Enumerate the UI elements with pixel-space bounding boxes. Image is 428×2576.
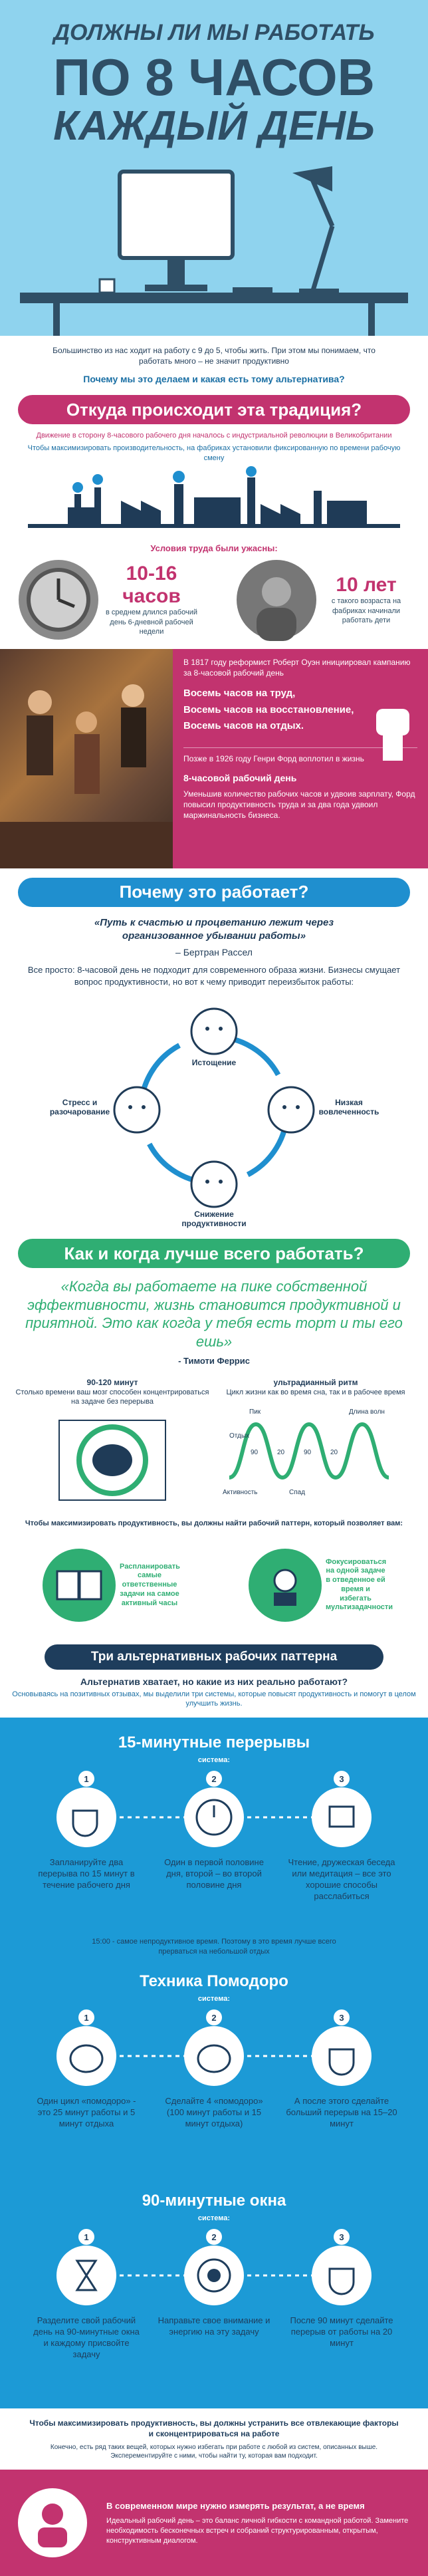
tomato-timer-icon-2 <box>184 2026 244 2086</box>
focus-title: 90-120 минут <box>86 1378 138 1388</box>
age-block <box>237 560 409 640</box>
footer-text-block <box>106 2500 415 2545</box>
drop-face-icon <box>191 1162 237 1207</box>
footer-banner <box>0 2470 428 2576</box>
book-read-icon <box>312 1787 372 1847</box>
pattern-line: Чтобы максимизировать продуктивность, вы должны найти рабочий паттерн, который позволяет вам: <box>25 1519 403 1527</box>
intro-block <box>0 336 428 386</box>
pattern-icons-row <box>0 1535 428 1635</box>
bottom-conclusion: Чтобы максимизировать продуктивность, вы должны устранить все отвлекающие факторы и сконцентрироваться на работе <box>29 2418 399 2439</box>
hours-value: 10-16 часов <box>122 563 181 608</box>
cycle-exhaust: Истощение <box>191 1058 237 1068</box>
age-value: 10 лет <box>336 574 397 596</box>
footer-text: Идеальный рабочий день – это баланс личной гибкости с командной работой. Замените необходимость бесконечных встреч и собраний структурированным, открытым, конструктивным диалогом. <box>106 2516 409 2545</box>
pomodoro-step-1: Один цикл «помодоро» - это 25 минут работы и 5 минут отдыха <box>37 2096 136 2128</box>
tomato-timer-icon <box>56 2026 116 2086</box>
wave-decline-label: Спад <box>289 1489 306 1497</box>
coffee-cup-icon <box>56 1787 116 1847</box>
cycle-low-engagement: Низкая вовлеченность <box>318 1098 379 1117</box>
owen-quote-3: Восемь часов на отдых. <box>183 720 304 732</box>
cycle-productivity-drop: Снижение продуктивности <box>181 1210 247 1229</box>
desk-top <box>20 293 408 303</box>
wave-20a: 20 <box>277 1449 285 1457</box>
windows-title: 90-минутные окна <box>142 2192 286 2210</box>
breaks-title: 15-минутные перерывы <box>118 1734 310 1752</box>
breaks-step-1: Запланируйте два перерыва по 15 минут в течение рабочего дня <box>38 1857 135 1890</box>
factory-illustration <box>28 467 400 541</box>
owen-text-panel <box>173 649 428 868</box>
tradition-title: Откуда происходит эта традиция? <box>18 395 410 424</box>
plan-text: Распланировать самые ответственные задачи на самое активный часы <box>120 1562 180 1607</box>
coffee-cup-icon-2 <box>312 2026 372 2086</box>
hero-line-3: КАЖДЫЙ ДЕНЬ <box>53 103 375 149</box>
ultradian-text: Цикл жизни как во время сна, так и в рабочее время <box>226 1388 405 1397</box>
age-text: с такого возраста на фабриках начинали работать дети <box>331 597 401 624</box>
pomodoro-step-3-number: 3 <box>339 2013 344 2023</box>
alternatives-title: Три альтернативных рабочих паттерна <box>45 1644 383 1670</box>
windows-step-3-number: 3 <box>339 2232 344 2243</box>
focused-person-icon <box>249 1549 322 1622</box>
windows-system-label: система: <box>197 2214 231 2223</box>
breaks-system-label: система: <box>197 1756 231 1765</box>
coffee-cup-icon-3 <box>312 2246 372 2305</box>
pomodoro-step-3: А после этого сделайте больший перерыв на 15–20 минут <box>286 2096 397 2128</box>
conditions-title: Условия труда были ужасны: <box>150 543 278 553</box>
book-icon <box>43 1549 116 1622</box>
owen-section <box>0 649 428 868</box>
wave-90b: 90 <box>304 1449 312 1457</box>
plan-item <box>43 1549 179 1622</box>
alternatives-subtitle: Основываясь на позитивных отзывах, мы выделили три системы, которые повысят продуктивность и помогут в целом улучшить жизнь. <box>12 1690 416 1708</box>
hours-text: в среднем длился рабочий день 6-дневной рабочей недели <box>106 608 197 636</box>
pomodoro-title: Техника Помодоро <box>140 1972 288 1991</box>
wave-rest-label: Отдых <box>229 1432 250 1440</box>
ferris-quote: «Когда вы работаете на пике собственной эффективности, жизнь становится продуктивной и приятной. Это как когда у тебя есть торт и ты его ешь» <box>25 1278 403 1350</box>
breaks-step-2-number: 2 <box>211 1774 217 1785</box>
owen-intro: В 1817 году реформист Роберт Оуэн инициировал кампанию за 8-часовой рабочий день <box>183 657 411 678</box>
rhythms-row <box>0 1378 428 1510</box>
hours-block <box>19 560 198 640</box>
tradition-note-2: Чтобы максимизировать производительность, на фабриках установили фиксированную по времени рабочую смену <box>27 444 401 462</box>
overwork-cycle <box>0 990 428 1229</box>
ultradian-title: ультрадианный ритм <box>273 1378 358 1388</box>
wave-90a: 90 <box>251 1449 259 1457</box>
results-person-icon <box>16 2486 89 2559</box>
windows-step-2: Направьте свое внимание и энергию на эту задачу <box>158 2315 270 2337</box>
focus-rhythm <box>11 1378 214 1510</box>
pomodoro-steps <box>0 2003 428 2176</box>
breaks-steps <box>0 1764 428 1937</box>
clock-photo-icon <box>19 560 98 640</box>
stress-face-icon <box>114 1087 160 1132</box>
patterns-section <box>0 1718 428 2408</box>
ultradian-rhythm <box>214 1378 417 1510</box>
ford-text: Позже в 1926 году Генри Форд воплотил в жизнь <box>183 747 417 764</box>
pomodoro-system-label: система: <box>197 1995 231 2003</box>
wave-peak-label: Пик <box>249 1408 261 1416</box>
phone-icon <box>233 287 272 293</box>
intro-text: Большинство из нас ходит на работу с 9 до 5, чтобы жить. При этом мы понимаем, что работать много – не значит продуктивно <box>53 346 375 366</box>
breaks-step-2: Один в первой половине дня, второй – во второй половине дня <box>164 1857 264 1890</box>
why-title: Почему это работает? <box>18 878 410 907</box>
windows-step-1-number: 1 <box>84 2232 89 2243</box>
pomodoro-step-2-number: 2 <box>211 2013 217 2023</box>
monitor-icon <box>120 172 233 258</box>
hero-line-1: ДОЛЖНЫ ЛИ МЫ РАБОТАТЬ <box>53 20 375 45</box>
windows-step-2-number: 2 <box>211 2232 217 2243</box>
how-title: Как и когда лучше всего работать? <box>18 1239 410 1268</box>
footer-heading: В современном мире нужно измерять результат, а не время <box>106 2501 365 2512</box>
ford-result: Уменьшив количество рабочих часов и удвоив зарплату, Форд повысил продуктивность труда и за два года удвоил маржинальность бизнеса. <box>183 789 415 821</box>
wave-chart <box>216 1398 415 1504</box>
breaks-step-3-number: 3 <box>339 1774 344 1785</box>
fist-icon <box>370 702 416 762</box>
breaks-step-3: Чтение, дружеская беседа или медитация – все это хорошие способы расслабиться <box>288 1857 395 1902</box>
pomodoro-step-1-number: 1 <box>84 2013 89 2023</box>
eight-hour-heading: 8-часовой рабочий день <box>183 772 297 783</box>
cup-icon <box>100 279 114 293</box>
owen-quote-1: Восемь часов на труд, <box>183 688 296 700</box>
cycle-stress: Стресс и разочарование <box>49 1098 110 1117</box>
tradition-note-1: Движение в сторону 8-часового рабочего дня началось с индустриальной революции в Великобритании <box>36 432 392 440</box>
workers-painting <box>0 649 173 868</box>
owen-quote-2: Восемь часов на восстановление, <box>183 704 354 715</box>
russell-quote: «Путь к счастью и процветанию лежит через организованное убывании работы» <box>94 916 334 942</box>
focus-text: Столько времени ваш мозг способен концентрироваться на задаче без перерыва <box>15 1388 209 1406</box>
windows-steps <box>0 2222 428 2395</box>
children-photo-icon <box>237 560 316 640</box>
pomodoro-step-2: Сделайте 4 «помодоро» (100 минут работы и 15 минут отдыха) <box>165 2096 263 2128</box>
windows-step-3: После 90 минут сделайте перерыв от работы на 20 минут <box>290 2315 393 2348</box>
conditions-row <box>0 553 428 640</box>
focus-item <box>249 1549 393 1622</box>
bottom-note: Конечно, есть ряд таких вещей, которых нужно избегать при работе с любой из систем, описанных выше. Эксперементируйте с ними, чтобы найти ту, которая вам подходит. <box>50 2444 378 2460</box>
wave-20b: 20 <box>330 1449 338 1457</box>
exhaust-face-icon <box>191 1009 237 1054</box>
windows-step-1: Разделите свой рабочий день на 90-минутные окна и каждому присвойте задачу <box>33 2315 140 2359</box>
breaks-step-1-number: 1 <box>84 1774 89 1785</box>
hero-line-2: ПО 8 ЧАСОВ <box>53 48 375 106</box>
ferris-author: - Тимоти Феррис <box>178 1356 250 1366</box>
focus-text-item: Фокусироваться на одной задаче в отведенное ей время и избегать мультизадачности <box>326 1557 393 1612</box>
wave-length-label: Длина волн <box>349 1408 385 1416</box>
breaks-note: 15:00 - самое непродуктивное время. Поэтому в это время лучше всего прерваться на небольшой отдых <box>92 1938 336 1956</box>
intro-question: Почему мы это делаем и какая есть тому альтернатива? <box>83 374 345 385</box>
hero-header <box>0 0 428 336</box>
desk-illustration <box>0 166 428 336</box>
alternatives-question: Альтернатив хватает, но какие из них реально работают? <box>80 1676 348 1687</box>
wave-activity-label: Активность <box>223 1489 258 1497</box>
brain-target-icon <box>39 1407 185 1507</box>
lamp-icon <box>312 180 332 293</box>
bored-face-icon <box>268 1087 314 1132</box>
russell-author: – Бертран Рассел <box>175 947 253 958</box>
why-paragraph: Все просто: 8-часовой день не подходит для современного образа жизни. Бизнесы смущает вопрос продуктивности, но вот к чему приводит переизбыток работы: <box>27 965 401 987</box>
